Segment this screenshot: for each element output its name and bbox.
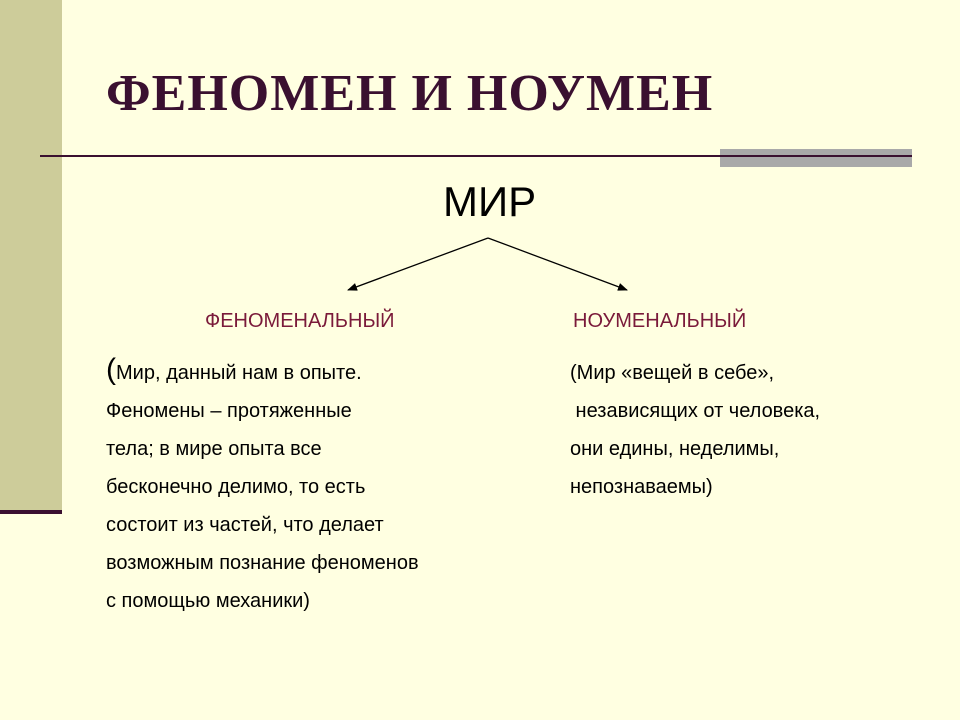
arrow-right <box>488 238 627 290</box>
noumenal-heading: НОУМЕНАЛЬНЫЙ <box>573 310 747 332</box>
phenomenal-line: бесконечно делимо, то есть <box>106 476 366 498</box>
phenomenal-line: с помощью механики) <box>106 590 310 612</box>
phenomenal-heading: ФЕНОМЕНАЛЬНЫЙ <box>205 310 395 332</box>
open-paren: ( <box>106 353 116 386</box>
phenomenal-line-text: Мир, данный нам в опыте. <box>116 362 362 384</box>
phenomenal-line: тела; в мире опыта все <box>106 438 322 460</box>
noumenal-line: независящих от человека, <box>570 400 821 422</box>
phenomenal-line <box>106 354 419 392</box>
phenomenal-description <box>106 354 419 620</box>
phenomenal-line: состоит из частей, что делает <box>106 514 384 536</box>
noumenal-line: (Мир «вещей в себе», <box>570 362 775 384</box>
noumenal-description <box>570 354 820 506</box>
slide-title: ФЕНОМЕН И НОУМЕН <box>106 65 714 122</box>
root-label: МИР <box>443 178 537 225</box>
phenomenal-line: возможным познание феноменов <box>106 552 419 574</box>
arrow-left <box>348 238 488 290</box>
noumenal-line: они едины, неделимы, <box>570 438 780 460</box>
phenomenal-line: Феномены – протяженные <box>106 400 352 422</box>
noumenal-line: непознаваемы) <box>570 476 713 498</box>
